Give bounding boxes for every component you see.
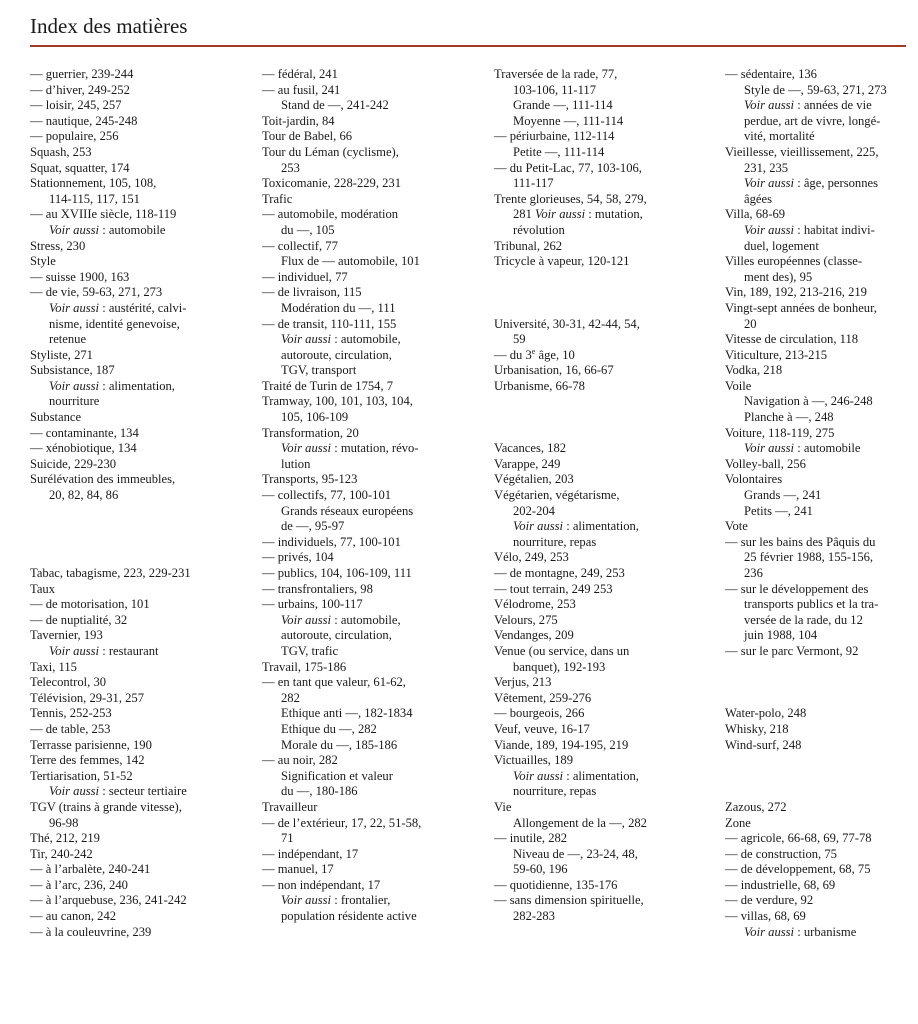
index-entry: — sédentaire, 136 [725,67,817,81]
index-entry: Style de —, 59-63, 271, 273 [744,82,887,97]
index-entry: duel, logement [744,238,819,253]
index-entry: — fédéral, 241 [262,67,338,81]
index-entry: 20, 82, 84, 86 [49,488,119,503]
index-entry: Planche à —, 248 [744,410,834,425]
index-entry: Signification et valeur [281,768,393,783]
index-entry: 282 [281,690,300,705]
index-entry: Tramway, 100, 101, 103, 104, [262,394,413,409]
index-entry: Tertiarisation, 51-52 [30,768,133,783]
index-entry: Voir aussi : automobile, [281,332,401,347]
index-entry: Styliste, 271 [30,347,93,362]
index-spacer [725,660,918,676]
index-entry: 25 février 1988, 155-156, [744,550,874,565]
index-entry: 96-98 [49,815,79,830]
index-spacer [725,769,918,785]
index-entry: Télévision, 29-31, 257 [30,690,145,705]
index-entry: Vin, 189, 192, 213-216, 219 [725,285,867,300]
index-entry: — d’hiver, 249-252 [30,82,130,97]
index-entry: — agricole, 66-68, 69, 77-78 [725,831,872,846]
index-entry: Végétalien, 203 [494,472,574,487]
index-entry: révolution [513,222,565,237]
index-entry: nourriture, repas [513,534,597,549]
index-entry: Voir aussi : restaurant [49,643,159,658]
index-entry: Wind-surf, 248 [725,737,802,752]
index-entry: Voir aussi : mutation, révo- [281,441,419,456]
index-entry: 103-106, 11-117 [513,82,597,97]
index-entry: Tabac, tabagisme, 223, 229-231 [30,566,191,580]
index-entry: Tribunal, 262 [494,238,563,253]
index-entry: Niveau de —, 23-24, 48, [513,846,638,861]
index-entry: Ethique anti —, 182-1834 [281,706,413,721]
index-entry: Viande, 189, 194-195, 219 [494,737,629,752]
index-entry: Victuailles, 189 [494,753,573,768]
index-entry: Grande —, 111-114 [513,98,613,113]
index-entry: juin 1988, 104 [744,628,818,643]
index-entry: — à l’arbalète, 240-241 [30,862,151,877]
index-entry: — indépendant, 17 [262,846,359,861]
index-entry: — xénobiotique, 134 [30,441,137,456]
index-entry: autoroute, circulation, [281,628,392,643]
index-entry: Grands —, 241 [744,488,822,503]
index-entry: — à la couleuvrine, 239 [30,924,152,939]
index-entry: — transfrontaliers, 98 [262,581,373,596]
index-entry: Tour du Léman (cyclisme), [262,144,399,159]
index-entry: du —, 180-186 [281,784,358,799]
index-entry: — collectif, 77 [262,238,338,253]
index-entry: TGV (trains à grande vitesse), [30,799,182,814]
index-entry: 231, 235 [744,160,789,175]
index-entry: du —, 105 [281,222,335,237]
index-entry: — nautique, 245-248 [30,113,138,128]
index-entry: — au canon, 242 [30,909,117,924]
index-entry: transports publics et la tra- [744,597,879,612]
index-entry: — de verdure, 92 [725,893,814,908]
index-column-1 [30,67,240,940]
index-entry: Voir aussi : frontalier, [281,893,391,908]
index-entry: — sur les bains des Pâquis du [725,534,876,549]
index-entry: 202-204 [513,503,555,518]
index-spacer [30,519,240,535]
index-entry: Zone [725,815,751,830]
index-entry: Tour de Babel, 66 [262,129,353,144]
index-entry: Telecontrol, 30 [30,675,107,690]
index-entry: — sur le parc Vermont, 92 [725,643,859,658]
index-spacer [725,675,918,691]
index-entry: Urbanisation, 16, 66-67 [494,363,614,378]
index-entry: — sans dimension spirituelle, [494,893,644,908]
index-entry: Navigation à —, 246-248 [744,394,873,409]
index-entry: — industrielle, 68, 69 [725,877,836,892]
index-spacer [30,504,240,520]
index-entry: lution [281,456,311,471]
title-rule [30,45,906,47]
index-entry: 59 [513,332,526,347]
index-entry: nourriture [49,394,100,409]
index-entry: Transports, 95-123 [262,472,358,487]
index-entry: 71 [281,831,294,846]
index-entry: Voir aussi : années de vie [744,98,872,113]
index-spacer [725,691,918,707]
index-entry: — de vie, 59-63, 271, 273 [30,285,163,300]
index-entry: Modération du —, 111 [281,300,396,315]
index-entry: Zazous, 272 [725,799,787,814]
index-entry: nisme, identité genevoise, [49,316,180,331]
index-entry: Vote [725,519,748,534]
index-entry: Voir aussi : austérité, calvi- [49,300,187,315]
index-entry: Vitesse de circulation, 118 [725,332,859,347]
index-entry: Toxicomanie, 228-229, 231 [262,176,402,191]
index-entry: Venue (ou service, dans un [494,643,630,658]
index-entry: Villes européennes (classe- [725,254,863,269]
index-entry: — de motorisation, 101 [30,597,150,612]
index-entry: Thé, 212, 219 [30,831,100,846]
index-entry: 281 Voir aussi : mutation, [513,207,643,222]
index-entry: 282-283 [513,909,555,924]
index-entry: Voir aussi : alimentation, [513,768,639,783]
index-spacer [494,270,704,286]
index-entry: — de construction, 75 [725,846,837,861]
index-entry: — à l’arquebuse, 236, 241-242 [30,893,187,908]
index-entry: Traité de Turin de 1754, 7 [262,378,394,393]
index-entry: Voir aussi : urbanisme [744,924,857,939]
index-entry: Voir aussi : alimentation, [49,378,175,393]
index-entry: Voir aussi : automobile [49,222,166,237]
index-entry: Vacances, 182 [494,441,567,456]
index-entry: — privés, 104 [262,550,334,565]
index-entry: — quotidienne, 135-176 [494,877,618,892]
index-entry: Vingt-sept années de bonheur, [725,300,877,315]
index-spacer [725,784,918,800]
index-entry: Voir aussi : automobile [744,441,861,456]
index-entry: Vodka, 218 [725,363,783,378]
index-entry: — du 3e âge, 10 [494,346,575,362]
index-entry: vité, mortalité [744,129,815,144]
index-entry: Voiture, 118-119, 275 [725,425,835,440]
index-entry: — de table, 253 [30,721,111,736]
index-entry: Voir aussi : habitat indivi- [744,222,875,237]
index-entry: — suisse 1900, 163 [30,269,130,284]
index-entry: Traversée de la rade, 77, [494,67,618,81]
index-entry: 59-60, 196 [513,862,568,877]
index-entry: — non indépendant, 17 [262,877,381,892]
index-entry: — de livraison, 115 [262,285,362,300]
index-entry: Squash, 253 [30,144,92,159]
index-column-3 [494,67,704,925]
index-entry: Stand de —, 241-242 [281,98,389,113]
index-entry: Ethique du —, 282 [281,721,377,736]
index-entry: — à l’arc, 236, 240 [30,877,128,892]
index-entry: de —, 95-97 [281,519,345,534]
index-entry: Vêtement, 259-276 [494,690,592,705]
index-entry: Grands réseaux européens [281,503,414,518]
index-spacer [725,753,918,769]
index-entry: Moyenne —, 111-114 [513,113,624,128]
index-entry: Petite —, 111-114 [513,144,605,159]
index-entry: — de développement, 68, 75 [725,862,871,877]
index-entry: Style [30,254,56,269]
index-entry: — individuel, 77 [262,269,348,284]
index-entry: nourriture, repas [513,784,597,799]
index-entry: Vie [494,799,512,814]
index-spacer [494,394,704,410]
index-entry: âgées [744,191,772,206]
index-entry: Suicide, 229-230 [30,456,117,471]
index-entry: 253 [281,160,300,175]
index-entry: Surélévation des immeubles, [30,472,176,487]
index-entry: Flux de — automobile, 101 [281,254,420,269]
index-entry: — au noir, 282 [262,753,338,768]
index-entry: Terrasse parisienne, 190 [30,737,152,752]
index-entry: — de montagne, 249, 253 [494,566,625,580]
index-entry: — au fusil, 241 [262,82,341,97]
index-column-4 [725,67,918,940]
index-entry: — au XVIIIe siècle, 118-119 [30,207,177,222]
index-entry: Tricycle à vapeur, 120-121 [494,254,630,269]
index-entry: Trafic [262,191,293,206]
index-entry: — bourgeois, 266 [494,706,585,721]
index-entry: Squat, squatter, 174 [30,160,130,175]
index-entry: Vendanges, 209 [494,628,574,643]
index-entry: 111-117 [513,176,554,191]
index-entry: Voir aussi : alimentation, [513,519,639,534]
index-entry: banquet), 192-193 [513,659,606,674]
index-entry: Tennis, 252-253 [30,706,112,721]
index-entry: Taux [30,581,55,596]
index-entry: Végétarien, végétarisme, [494,488,620,503]
index-entry: 114-115, 117, 151 [49,191,140,206]
index-entry: Vieillesse, vieillissement, 225, [725,144,879,159]
index-entry: Velours, 275 [494,612,558,627]
index-entry: Villa, 68-69 [725,207,786,222]
index-entry: — guerrier, 239-244 [30,67,134,81]
index-entry: Petits —, 241 [744,503,813,518]
index-entry: — inutile, 282 [494,831,568,846]
index-entry: Tavernier, 193 [30,628,103,643]
index-entry: Viticulture, 213-215 [725,347,828,362]
index-entry: Water-polo, 248 [725,706,807,721]
index-entry: Veuf, veuve, 16-17 [494,721,590,736]
index-spacer [494,301,704,317]
index-entry: Varappe, 249 [494,456,561,471]
index-entry: Voir aussi : âge, personnes [744,176,878,191]
index-spacer [494,410,704,426]
index-entry: Urbanisme, 66-78 [494,378,585,393]
index-entry: — tout terrain, 249 253 [494,581,613,596]
index-entry: — de l’extérieur, 17, 22, 51-58, [262,815,422,830]
index-entry: Whisky, 218 [725,721,789,736]
index-entry: Volley-ball, 256 [725,456,806,471]
index-entry: — de transit, 110-111, 155 [262,316,397,331]
index-entry: Morale du —, 185-186 [281,737,398,752]
index-entry: ment des), 95 [744,269,813,284]
index-entry: — villas, 68, 69 [725,909,806,924]
index-entry: Taxi, 115 [30,659,77,674]
index-entry: Stress, 230 [30,238,86,253]
index-entry: — de nuptialité, 32 [30,612,128,627]
index-entry: — urbains, 100-117 [262,597,363,612]
index-entry: Voir aussi : secteur tertiaire [49,784,187,799]
index-entry: — automobile, modération [262,207,399,222]
index-entry: — en tant que valeur, 61-62, [262,675,406,690]
index-entry: Subsistance, 187 [30,363,115,378]
index-entry: Vélodrome, 253 [494,597,576,612]
index-entry: perdue, art de vivre, longé- [744,113,881,128]
index-entry: — périurbaine, 112-114 [494,129,615,144]
page-header [30,12,906,40]
index-entry: Terre des femmes, 142 [30,753,145,768]
index-entry: Travail, 175-186 [262,659,347,674]
index-entry: — individuels, 77, 100-101 [262,534,401,549]
index-entry: retenue [49,332,87,347]
page-title: Index des matières [30,14,188,38]
index-entry: — contaminante, 134 [30,425,139,440]
index-entry: Stationnement, 105, 108, [30,176,157,191]
index-entry: Tir, 240-242 [30,846,93,861]
index-entry: 236 [744,566,763,580]
index-entry: — manuel, 17 [262,862,334,877]
index-entry: — populaire, 256 [30,129,119,144]
index-entry: Vélo, 249, 253 [494,550,569,565]
index-entry: Travailleur [262,799,318,814]
index-spacer [494,285,704,301]
index-entry: Verjus, 213 [494,675,552,690]
index-entry: versée de la rade, du 12 [744,612,863,627]
index-entry: — du Petit-Lac, 77, 103-106, [494,160,642,175]
index-entry: Allongement de la —, 282 [513,815,647,830]
index-entry: — collectifs, 77, 100-101 [262,488,392,503]
index-entry: Toit-jardin, 84 [262,113,335,128]
index-entry: population résidente active [281,909,417,924]
index-entry: Université, 30-31, 42-44, 54, [494,316,640,331]
index-entry: Voile [725,378,752,393]
index-entry: Substance [30,410,82,425]
index-entry: autoroute, circulation, [281,347,392,362]
index-entry: Volontaires [725,472,783,487]
index-entry: Transformation, 20 [262,425,359,440]
index-entry: TGV, transport [281,363,357,378]
index-entry: Voir aussi : automobile, [281,612,401,627]
index-entry: — loisir, 245, 257 [30,98,122,113]
index-spacer [494,426,704,442]
index-entry: — publics, 104, 106-109, 111 [262,566,412,580]
index-column-2 [262,67,472,925]
index-entry: 105, 106-109 [281,410,349,425]
index-entry: 20 [744,316,757,331]
index-entry: TGV, trafic [281,643,339,658]
index-entry: — sur le développement des [725,581,869,596]
index-spacer [30,550,240,566]
index-spacer [30,535,240,551]
index-entry: Trente glorieuses, 54, 58, 279, [494,191,647,206]
